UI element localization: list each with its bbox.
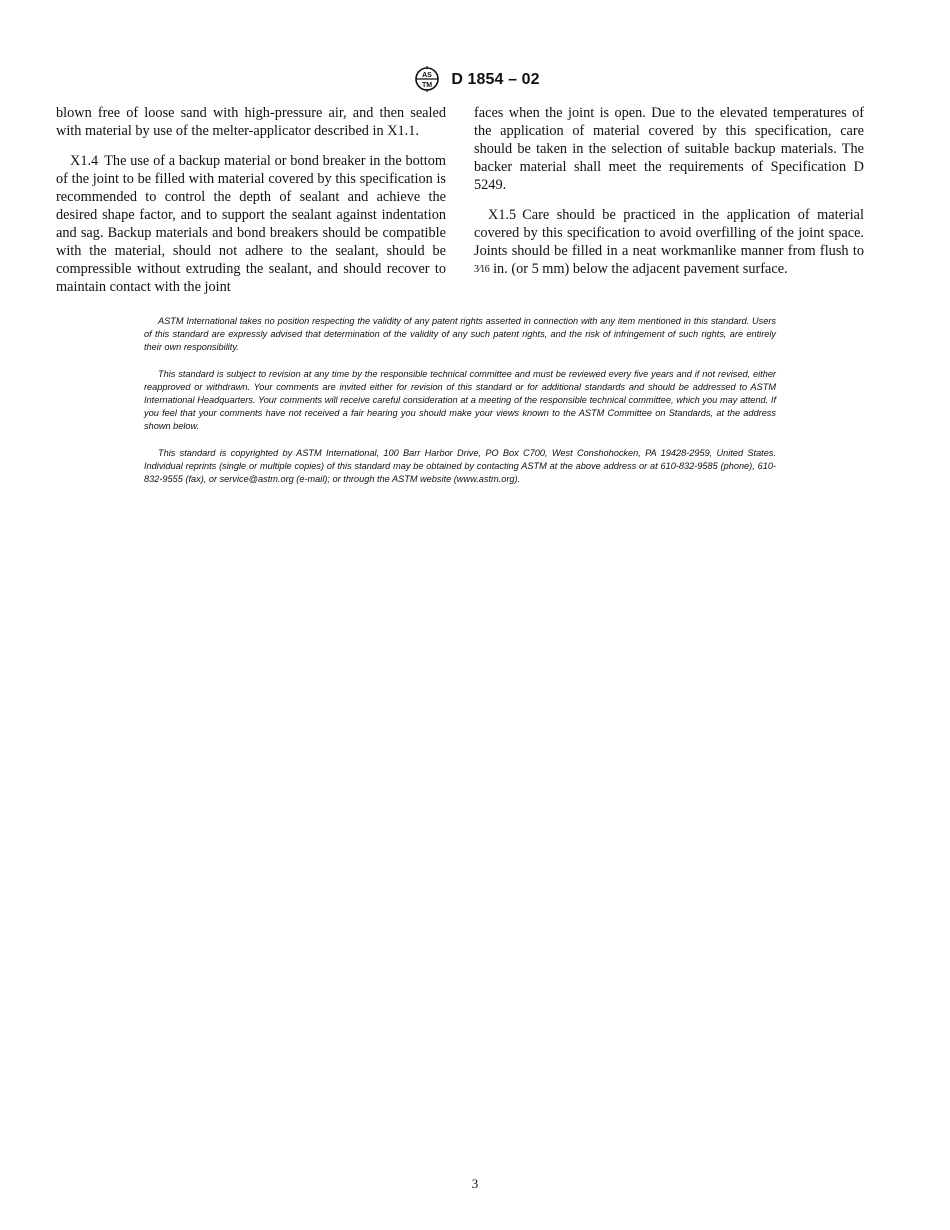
right-column: [474, 104, 864, 280]
page-number: 3: [471, 1176, 479, 1191]
paragraph-text: The use of a backup material or bond breaker in the bottom of the joint to be filled with material covered by this specification is recommended to control the depth of sealant and achieve the desired shape factor, and to support the sealant against indentation and sag. Backup materials and bond breakers should be compatible with the material, should not adhere to the sealant, should be compressible without extruding the sealant, and should recover to maintain contact with the joint: [56, 153, 446, 295]
paragraph-text-end: in. (or 5 mm) below the adjacent pavement surface.: [493, 261, 788, 277]
continued-paragraph: faces when the joint is open. Due to the elevated temperatures of the application of material covered by this specification, care should be taken in the selection of suitable backup materials. The backer material shall meet the requirements of Specification D 5249.: [474, 105, 864, 193]
continued-paragraph: blown free of loose sand with high-pressure air, and then sealed with material by use of the melter-applicator described in X1.1.: [56, 105, 446, 139]
paragraph-x1-5: [474, 206, 864, 280]
svg-text:AS: AS: [422, 72, 433, 79]
svg-text:TM: TM: [422, 82, 433, 89]
astm-notices: [144, 315, 776, 499]
patent-notice: ASTM International takes no position respecting the validity of any patent rights asserted in connection with any item mentioned in this standard. Users of this standard are expressly advised that determination of the validity of any such patent rights, and the risk of infringement of such rights, are entirely their own responsibility.: [144, 316, 776, 353]
astm-logo-icon: [410, 64, 444, 94]
paragraph-x1-4: [56, 152, 446, 296]
revision-notice: This standard is subject to revision at any time by the responsible technical committee and must be reviewed every five years and if not revised, either reapproved or withdrawn. Your comments are invited either for revision of this standard or for additional standards and should be addressed to ASTM International Headquarters. Your comments will receive careful consideration at a meeting of the responsible technical committee, which you may attend. If you feel that your comments have not received a fair hearing you should make your views known to the ASTM Committee on Standards, at the address shown below.: [144, 368, 776, 432]
standard-designation: D 1854 – 02: [451, 71, 540, 88]
left-column: [56, 104, 446, 296]
copyright-notice: This standard is copyrighted by ASTM International, 100 Barr Harbor Drive, PO Box C700, West Conshohocken, PA 19428-2959, United States. Individual reprints (single or multiple copies) of this standard may be obtained by contacting ASTM at the above address or at 610-832-9585 (phone), 610-832-9555 (fax), or service@astm.org (e-mail); or through the ASTM website (www.astm.org).: [144, 447, 776, 485]
paragraph-number: X1.5: [488, 207, 517, 223]
paragraph-number: X1.4: [70, 153, 99, 169]
fraction: 3⁄16: [474, 264, 490, 275]
paragraph-text: Care should be practiced in the application of material covered by this specification to avoid overfilling of the joint space. Joints should be filled in a neat workmanlike manner from flush to: [474, 207, 864, 259]
page-header: [0, 64, 950, 94]
